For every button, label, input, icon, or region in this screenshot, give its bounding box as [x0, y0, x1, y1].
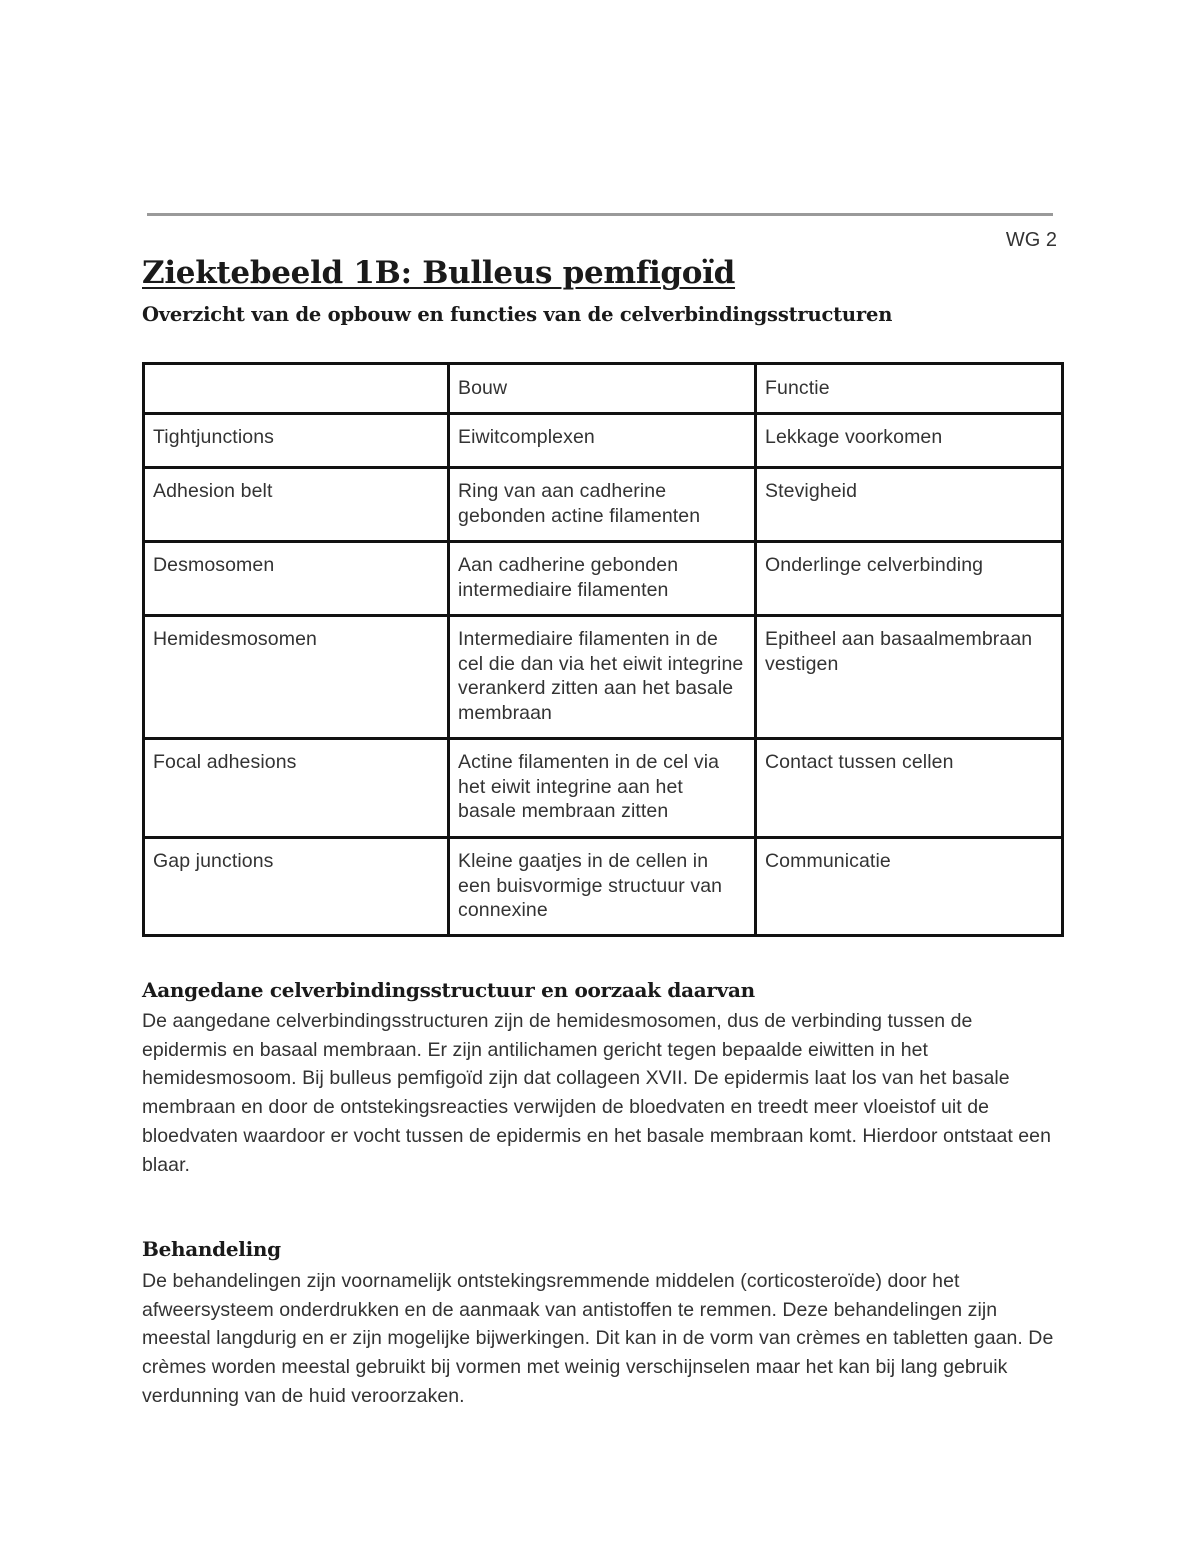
table-row [144, 414, 1063, 468]
table-cell-structure: Adhesion belt [144, 468, 449, 542]
table-cell-structure: Focal adhesions [144, 739, 449, 838]
table-row [144, 616, 1063, 739]
table-cell-structure: Desmosomen [144, 542, 449, 616]
treatment-paragraph: De behandelingen zijn voornamelijk ontstekingsremmende middelen (corticosteroïde) door het afweersysteem onderdrukken en de aanmaak van antistoffen te remmen. Deze behandelingen zijn meestal langdurig en er zijn mogelijke bijwerkingen. Dit kan in de vorm van crèmes en tabletten gaan. De crèmes worden meestal gebruikt bij vormen met weinig verschijnselen maar het kan bij lang gebruik verdunning van de huid veroorzaken. [142, 1270, 1054, 1407]
table-row [144, 739, 1063, 838]
table-cell-bouw: Intermediaire filamenten in de cel die dan via het eiwit integrine verankerd zitten aan het basale membraan [449, 616, 756, 739]
document-title: Ziektebeeld 1B: Bulleus pemfigoïd [142, 255, 736, 291]
table-cell-bouw: Kleine gaatjes in de cellen in een buisvormige structuur van connexine [449, 838, 756, 936]
table-cell-bouw: Eiwitcomplexen [449, 414, 756, 468]
page-label: WG 2 [1005, 229, 1057, 251]
table-cell-bouw: Ring van aan cadherine gebonden actine filamenten [449, 468, 756, 542]
table-cell-structure: Hemidesmosomen [144, 616, 449, 739]
table-header-cell: Functie [756, 364, 1063, 414]
affected-structure-heading: Aangedane celverbindingsstructuur en oorzaak daarvan [142, 978, 755, 1002]
document-subtitle: Overzicht van de opbouw en functies van de celverbindingsstructuren [142, 303, 893, 326]
table-cell-functie: Epitheel aan basaalmembraan vestigen [756, 616, 1063, 739]
cell-junction-table [142, 362, 1064, 937]
header-divider [147, 213, 1053, 216]
table-header-cell: Bouw [449, 364, 756, 414]
table-cell-functie: Communicatie [756, 838, 1063, 936]
table-cell-functie: Contact tussen cellen [756, 739, 1063, 838]
table-cell-bouw: Actine filamenten in de cel via het eiwit integrine aan het basale membraan zitten [449, 739, 756, 838]
table-cell-structure: Gap junctions [144, 838, 449, 936]
table-cell-functie: Stevigheid [756, 468, 1063, 542]
table-row [144, 838, 1063, 936]
table-header-row [144, 364, 1063, 414]
table-row [144, 542, 1063, 616]
table-cell-functie: Lekkage voorkomen [756, 414, 1063, 468]
table-header-cell [144, 364, 449, 414]
table-cell-bouw: Aan cadherine gebonden intermediaire filamenten [449, 542, 756, 616]
affected-structure-paragraph: De aangedane celverbindingsstructuren zijn de hemidesmosomen, dus de verbinding tussen de epidermis en basaal membraan. Er zijn antilichamen gericht tegen bepaalde eiwitten in het hemidesmosoom. Bij bulleus pemfigoïd zijn dat collageen XVII. De epidermis laat los van het basale membraan en door de ontstekingsreacties verwijden de bloedvaten en treedt meer vloeistof uit de bloedvaten waardoor er vocht tussen de epidermis en het basale membraan komt. Hierdoor ontstaat een blaar. [142, 1010, 1051, 1176]
table-cell-functie: Onderlinge celverbinding [756, 542, 1063, 616]
table-row [144, 468, 1063, 542]
treatment-heading: Behandeling [142, 1237, 281, 1261]
table-cell-structure: Tightjunctions [144, 414, 449, 468]
